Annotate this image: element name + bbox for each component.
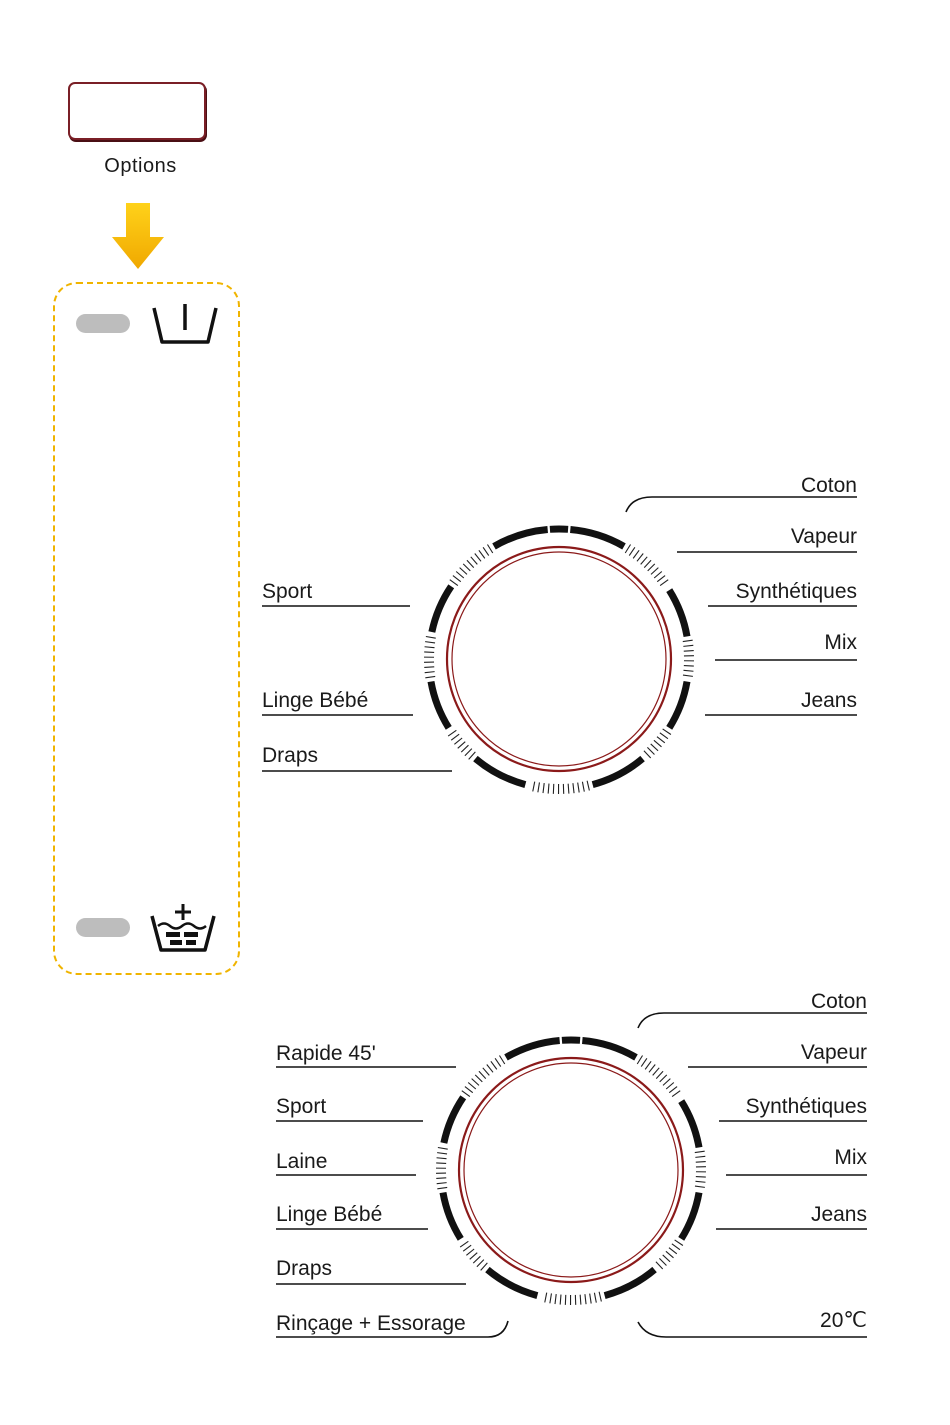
- dial-tick-group: [460, 1241, 487, 1270]
- dial-tick: [499, 1056, 504, 1064]
- dial-tick: [645, 1061, 651, 1069]
- dial2-label-rincage-essorage: Rinçage + Essorage: [276, 1312, 466, 1335]
- dial-tick: [475, 1075, 482, 1082]
- dial-tick: [470, 1253, 478, 1260]
- dial1-label-mix: Mix: [824, 631, 857, 654]
- dial-tick: [659, 1258, 666, 1265]
- dial-tick: [696, 1162, 706, 1163]
- dial2-label-sport: Sport: [276, 1095, 327, 1118]
- dial2-label-synthetiques: Synthétiques: [745, 1095, 867, 1118]
- dial-tick: [695, 1156, 705, 1157]
- dial-tick: [463, 1245, 471, 1251]
- dial-tick: [560, 1295, 561, 1305]
- dial-tick: [487, 1064, 493, 1072]
- dial-tick: [495, 1058, 501, 1066]
- dial-tick: [666, 1083, 674, 1089]
- dial1-label-coton: Coton: [800, 474, 857, 497]
- dial2-label-rapide-45: Rapide 45': [276, 1042, 376, 1065]
- dial-tick: [695, 1151, 705, 1152]
- dial-tick: [472, 1079, 479, 1086]
- dial-tick: [491, 1061, 497, 1069]
- dial1-label-jeans: Jeans: [800, 689, 857, 712]
- dial-tick-group: [545, 1292, 602, 1305]
- dial-tick: [656, 1262, 663, 1269]
- dial-tick: [669, 1087, 677, 1093]
- dial-position-segment: [681, 1101, 699, 1147]
- dial-tick: [585, 1294, 586, 1304]
- dial1-label-synthetiques: Synthétiques: [735, 580, 857, 603]
- dial-position-segment: [443, 1193, 461, 1239]
- dial1-label-vapeur: Vapeur: [790, 525, 857, 548]
- dial-tick: [672, 1091, 680, 1097]
- dial-tick: [695, 1186, 705, 1187]
- dial2-label-coton: Coton: [810, 990, 867, 1013]
- dial-tick: [483, 1068, 490, 1076]
- dial2-label-draps: Draps: [276, 1257, 333, 1280]
- dial-tick: [462, 1091, 470, 1097]
- dial-tick: [637, 1056, 642, 1064]
- dial-tick: [695, 1181, 705, 1182]
- dial-tick: [436, 1178, 446, 1179]
- dial-tick: [669, 1248, 677, 1254]
- dial-tick-group: [637, 1056, 680, 1097]
- dial2-label-jeans: Jeans: [810, 1203, 867, 1226]
- dial-tick: [656, 1071, 663, 1078]
- dial-tick: [555, 1294, 556, 1304]
- dial-tick: [590, 1294, 591, 1304]
- dial-tick: [460, 1241, 468, 1247]
- dial-tick: [468, 1083, 476, 1089]
- dial-tick: [660, 1075, 667, 1082]
- dial-tick: [653, 1068, 660, 1076]
- dial-inner-red-ring: [464, 1063, 678, 1277]
- dial-tick: [437, 1187, 447, 1188]
- dial-tick: [550, 1293, 552, 1303]
- dial-tick: [479, 1071, 486, 1078]
- dial2-label-vapeur: Vapeur: [800, 1041, 867, 1064]
- dial-tick: [466, 1249, 474, 1255]
- dial-tick: [481, 1263, 488, 1270]
- dial-tick: [666, 1251, 674, 1258]
- dial-tick: [696, 1177, 706, 1178]
- dial-position-segment: [444, 1097, 463, 1143]
- dial1-label-sport: Sport: [262, 580, 313, 603]
- leader-line: [638, 1013, 867, 1028]
- options-label: Options: [104, 155, 177, 177]
- dial-tick: [672, 1244, 680, 1250]
- dial-tick: [436, 1163, 446, 1164]
- dial1-label-draps: Draps: [262, 744, 319, 767]
- dial-tick: [663, 1079, 670, 1086]
- dial-tick: [599, 1292, 601, 1302]
- dial-tick: [437, 1158, 447, 1159]
- dial-tick: [641, 1058, 647, 1066]
- dial2-label-laine: Laine: [276, 1150, 328, 1173]
- dial2-label-linge-bebe: Linge Bébé: [276, 1203, 383, 1226]
- dial-outer-red-ring: [459, 1058, 683, 1282]
- dial-tick: [465, 1087, 473, 1093]
- dial-tick: [663, 1255, 670, 1262]
- dial-tick: [545, 1293, 547, 1303]
- dial-tick-group: [462, 1056, 505, 1097]
- dial-position-segment: [582, 1040, 636, 1057]
- dial-tick: [438, 1147, 448, 1149]
- dial-tick: [675, 1240, 683, 1246]
- dial-tick: [649, 1064, 655, 1072]
- dial-tick: [437, 1183, 447, 1184]
- dial1-label-linge-bebe: Linge Bébé: [262, 689, 369, 712]
- dial-tick: [437, 1153, 447, 1154]
- dial-tick: [594, 1293, 596, 1303]
- dial-tick-group: [436, 1147, 448, 1188]
- dial-tick-group: [656, 1240, 683, 1269]
- dial2-label-20c: 20℃: [820, 1309, 867, 1332]
- dial-tick: [477, 1260, 484, 1267]
- dial-tick-group: [695, 1151, 706, 1187]
- dial-position-segment: [681, 1193, 699, 1239]
- dial-tick: [473, 1256, 480, 1263]
- dial2-label-mix: Mix: [834, 1146, 867, 1169]
- dial-position-segment: [506, 1040, 560, 1057]
- dial-tick: [580, 1295, 581, 1305]
